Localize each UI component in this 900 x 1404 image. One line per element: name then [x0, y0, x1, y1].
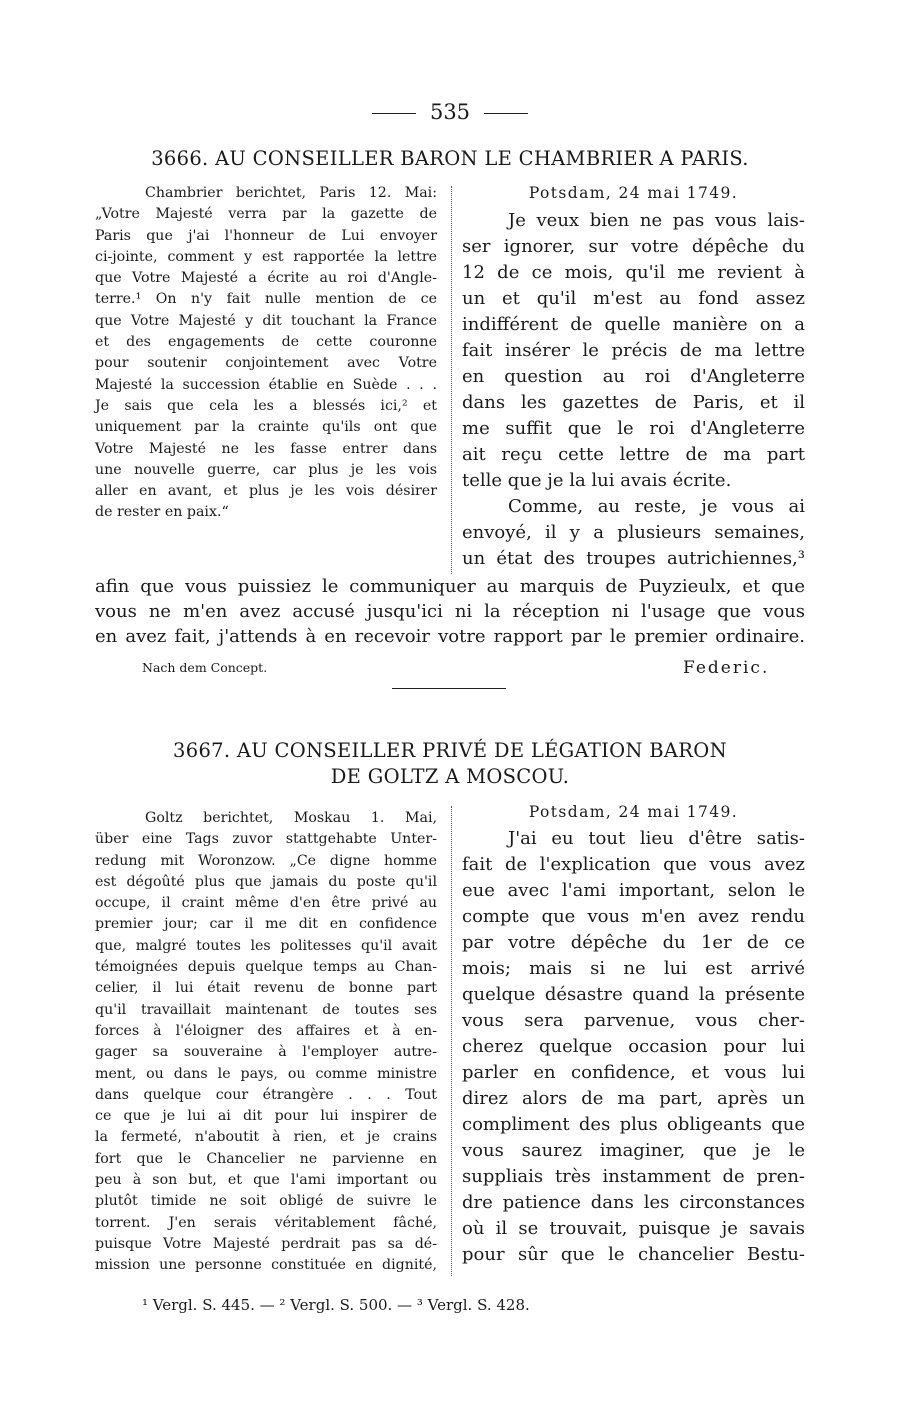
letter-3666-report-summary [95, 183, 437, 524]
text-line: que Votre Majesté a écrite au roi d'Angle- [95, 270, 437, 287]
text-line: qu'il travaillait maintenant de toutes ses [95, 1001, 437, 1018]
text-line: puisque Votre Majesté perdrait pas sa dé- [95, 1235, 437, 1252]
source-note: Nach dem Concept. [142, 660, 268, 675]
text-line: cherez quelque occasion pour lui [462, 1036, 805, 1057]
letter-3667-title-line-1: 3667. AU CONSEILLER PRIVÉ DE LÉGATION BARON [173, 739, 727, 762]
text-line: gager sa souveraine à l'employer autre- [95, 1044, 437, 1061]
text-line: Comme, au reste, je vous ai [508, 496, 805, 517]
footnotes: ¹ Vergl. S. 445. — ² Vergl. S. 500. — ³ Vergl. S. 428. [142, 1296, 530, 1314]
text-line: pour soutenir conjointement avec Votre [95, 355, 437, 372]
letter-3667-report-summary [95, 808, 437, 1277]
text-line: mois; mais si ne lui est arrivé [462, 958, 805, 979]
text-line: eue avec l'ami important, selon le [462, 880, 805, 901]
letter-3667-title-line-2: DE GOLTZ A MOSCOU. [330, 765, 570, 788]
text-line: vous sera parvenue, vous cher- [462, 1010, 805, 1031]
text-line: peu à son but, et que l'ami important ou [95, 1172, 437, 1189]
text-line: vous saurez imaginer, que je le [462, 1140, 805, 1161]
text-line: afin que vous puissiez le communiquer au marquis de Puyzieulx, et que [95, 576, 805, 597]
letter-3666-body-continued [95, 574, 805, 649]
text-line: ce que je lui ai dit pour lui inspirer de [95, 1108, 437, 1125]
text-line: Paris que j'ai l'honneur de Lui envoyer [95, 227, 437, 244]
text-line: me suffit que le roi d'Angleterre [462, 418, 805, 439]
text-line: en question au roi d'Angleterre [462, 366, 805, 387]
text-line: forces à l'éloigner des affaires et à en- [95, 1022, 437, 1039]
column-divider [451, 186, 452, 574]
letter-3667-date: Potsdam, 24 mai 1749. [528, 803, 739, 821]
letter-3666-body [462, 208, 805, 572]
text-line: redung mit Woronzow. „Ce digne homme [95, 852, 437, 869]
text-line: témoignées depuis quelque temps au Chan- [95, 959, 437, 976]
section-separator [392, 688, 506, 689]
column-divider-2 [451, 806, 452, 1276]
text-line: ci-jointe, comment y est rapportée la lettre [95, 248, 437, 265]
text-line: Je sais que cela les a blessés ici,² et [95, 397, 437, 414]
letter-3667-body [462, 826, 805, 1268]
page-number [0, 100, 900, 124]
text-line: et des engagements de cette couronne [95, 334, 437, 351]
text-line: parler en confidence, et vous lui [462, 1062, 805, 1083]
text-line: est dégoûté plus que jamais du poste qu'il [95, 873, 437, 890]
text-line: pour sûr que le chancelier Bestu- [462, 1244, 805, 1265]
letter-3666-title: 3666. AU CONSEILLER BARON LE CHAMBRIER A PARIS. [151, 147, 749, 170]
page-number-dash-left [372, 113, 416, 114]
text-line: de rester en paix.“ [95, 504, 229, 521]
text-line: mission une personne constituée en dignité, [95, 1257, 437, 1274]
text-line: 12 de ce mois, qu'il me revient à [462, 262, 805, 283]
text-line: über eine Tags zuvor stattgehabte Unter- [95, 831, 437, 848]
text-line: Majesté la succession établie en Suède . . . [95, 376, 437, 393]
page-number-dash-right [484, 113, 528, 114]
text-line: torrent. J'en serais véritablement fâché, [95, 1214, 437, 1231]
text-line: fait insérer le précis de ma lettre [462, 340, 805, 361]
text-line: dre patience dans les circonstances [462, 1192, 805, 1213]
text-line: indifférent de quelle manière on a [462, 314, 805, 335]
text-line: Chambrier berichtet, Paris 12. Mai: [145, 185, 437, 201]
text-line: en avez fait, j'attends à en recevoir votre rapport par le premier ordinaire. [95, 626, 805, 647]
signature: Federic. [683, 658, 770, 678]
text-line: un état des troupes autrichiennes,³ [462, 548, 805, 569]
text-line: ait reçu cette lettre de ma part [462, 444, 805, 465]
text-line: uniquement par la crainte qu'ils ont que [95, 419, 437, 436]
text-line: où il se trouvait, puisque je savais [462, 1218, 805, 1239]
text-line: fort que le Chancelier ne parvienne en [95, 1150, 437, 1167]
text-line: Votre Majesté ne les fasse entrer dans [95, 440, 437, 457]
text-line: par votre dépêche du 1er de ce [462, 932, 805, 953]
text-line: la fermeté, n'aboutit à rien, et je crains [95, 1129, 437, 1146]
text-line: compliment des plus obligeants que [462, 1114, 805, 1135]
letter-3666-date: Potsdam, 24 mai 1749. [528, 184, 739, 202]
text-line: „Votre Majesté verra par la gazette de [95, 206, 437, 223]
text-line: celier, il lui était revenu de bonne part [95, 980, 437, 997]
text-line: une nouvelle guerre, car plus je les vois [95, 461, 437, 478]
text-line: envoyé, il y a plusieurs semaines, [462, 522, 805, 543]
text-line: direz alors de ma part, après un [462, 1088, 805, 1109]
text-line: fait de l'explication que vous avez [462, 854, 805, 875]
text-line: suppliais très instamment de pren- [462, 1166, 805, 1187]
page-number-text: 535 [429, 100, 471, 124]
text-line: compte que vous m'en avez rendu [462, 906, 805, 927]
text-line: terre.¹ On n'y fait nulle mention de ce [95, 291, 437, 308]
text-line: ment, ou dans le pays, ou comme ministre [95, 1065, 437, 1082]
text-line: aller en avant, et plus je les vois désirer [95, 483, 437, 500]
text-line: vous ne m'en avez accusé jusqu'ici ni la réception ni l'usage que vous [95, 601, 805, 622]
text-line: quelque désastre quand la présente [462, 984, 805, 1005]
text-line: ser ignorer, sur votre dépêche du [462, 236, 805, 257]
text-line: J'ai eu tout lieu d'être satis- [508, 828, 805, 849]
text-line: Goltz berichtet, Moskau 1. Mai, [145, 810, 437, 826]
text-line: telle que je la lui avais écrite. [462, 470, 732, 491]
text-line: un et qu'il m'est au fond assez [462, 288, 805, 309]
text-line: plutôt timide ne soit obligé de suivre le [95, 1193, 437, 1210]
text-line: dans les gazettes de Paris, et il [462, 392, 805, 413]
text-line: dans quelque cour étrangère . . . Tout [95, 1086, 437, 1103]
text-line: Je veux bien ne pas vous lais- [508, 210, 805, 231]
text-line: premier jour; car il me dit en confidence [95, 916, 437, 933]
text-line: occupe, il craint même d'en être privé au [95, 895, 437, 912]
text-line: que, malgré toutes les politesses qu'il avait [95, 937, 437, 954]
text-line: que Votre Majesté y dit touchant la France [95, 312, 437, 329]
